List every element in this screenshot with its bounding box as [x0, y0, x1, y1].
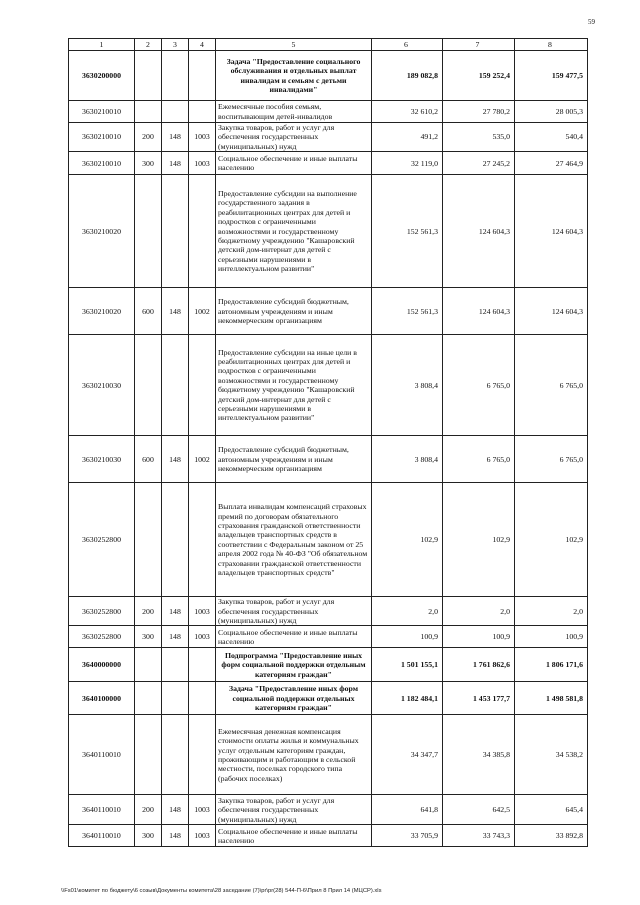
code-cell: 3630210020 — [69, 288, 135, 335]
description-cell: Задача "Предоставление иных форм социальной поддержки отдельных категориям граждан" — [216, 682, 372, 715]
value-col6-cell: 152 561,3 — [372, 288, 443, 335]
section-cell: 1003 — [189, 825, 216, 847]
description-cell: Ежемесячная денежная компенсация стоимости оплаты жилья и коммунальных услуг отдельным категориям граждан, проживающим и работающим в сельской местности, поселках городского типа (рабочих поселках) — [216, 715, 372, 795]
value-col8-cell: 33 892,8 — [515, 825, 588, 847]
type-cell: 600 — [135, 288, 162, 335]
value-col6-cell: 491,2 — [372, 123, 443, 152]
ministry-cell — [162, 335, 189, 436]
value-col6-cell: 189 082,8 — [372, 51, 443, 101]
ministry-cell: 148 — [162, 152, 189, 175]
ministry-cell — [162, 715, 189, 795]
value-col6-cell: 2,0 — [372, 597, 443, 626]
code-cell: 3630210020 — [69, 175, 135, 288]
table-row — [69, 795, 588, 825]
header-col-3: 3 — [162, 39, 189, 51]
code-cell: 3630210010 — [69, 152, 135, 175]
table-row — [69, 175, 588, 288]
ministry-cell — [162, 682, 189, 715]
type-cell: 200 — [135, 123, 162, 152]
value-col7-cell: 642,5 — [443, 795, 515, 825]
ministry-cell: 148 — [162, 795, 189, 825]
ministry-cell: 148 — [162, 123, 189, 152]
value-col6-cell: 34 347,7 — [372, 715, 443, 795]
code-cell: 3630252800 — [69, 626, 135, 648]
section-cell — [189, 715, 216, 795]
file-path-footer: \\Fs01\комитет по бюджету\6 созыв\Документы комитета\28 заседание (7)\pr\pr(28) 544-П-6\Прил 8 Прил 14 (МЦСР).xls — [61, 888, 382, 894]
section-cell: 1003 — [189, 152, 216, 175]
description-cell: Предоставление субсидии на выполнение государственного задания в реабилитационных центрах для детей и подростков с ограниченными возможностями и государственному бюджетному учреждению "Кашаровский детский дом-интернат для детей с серьезными нарушениями в интеллектуальном развитии" — [216, 175, 372, 288]
header-col-5: 5 — [216, 39, 372, 51]
value-col8-cell: 1 498 581,8 — [515, 682, 588, 715]
type-cell — [135, 51, 162, 101]
type-cell: 300 — [135, 626, 162, 648]
section-cell — [189, 483, 216, 597]
type-cell: 300 — [135, 825, 162, 847]
table-row — [69, 436, 588, 483]
section-cell — [189, 101, 216, 123]
value-col8-cell: 2,0 — [515, 597, 588, 626]
code-cell: 3630210010 — [69, 101, 135, 123]
code-cell: 3640000000 — [69, 648, 135, 682]
section-cell — [189, 648, 216, 682]
ministry-cell — [162, 101, 189, 123]
section-cell: 1003 — [189, 795, 216, 825]
value-col6-cell: 33 705,9 — [372, 825, 443, 847]
value-col8-cell: 124 604,3 — [515, 175, 588, 288]
description-cell: Выплата инвалидам компенсаций страховых премий по договорам обязательного страхования гражданской ответственности владельцев транспортных средств в соответствии с Федеральным законом от 25 апреля 2002 года № 40-ФЗ "Об обязательном страховании гражданской ответственности владельцев транспортных средств" — [216, 483, 372, 597]
section-cell — [189, 51, 216, 101]
value-col6-cell: 1 182 484,1 — [372, 682, 443, 715]
code-cell: 3640110010 — [69, 825, 135, 847]
type-cell: 300 — [135, 152, 162, 175]
table-row — [69, 101, 588, 123]
type-cell: 600 — [135, 436, 162, 483]
value-col8-cell: 645,4 — [515, 795, 588, 825]
header-col-2: 2 — [135, 39, 162, 51]
section-cell: 1003 — [189, 123, 216, 152]
type-cell — [135, 175, 162, 288]
value-col8-cell: 100,9 — [515, 626, 588, 648]
code-cell: 3630210030 — [69, 436, 135, 483]
type-cell: 200 — [135, 597, 162, 626]
value-col6-cell: 152 561,3 — [372, 175, 443, 288]
type-cell — [135, 335, 162, 436]
description-cell: Задача "Предоставление социального обслуживания и отдельных выплат инвалидам и семьям с детьми инвалидами" — [216, 51, 372, 101]
value-col7-cell: 27 780,2 — [443, 101, 515, 123]
value-col7-cell: 2,0 — [443, 597, 515, 626]
ministry-cell: 148 — [162, 597, 189, 626]
table-row — [69, 626, 588, 648]
description-cell: Социальное обеспечение и иные выплаты населению — [216, 626, 372, 648]
section-cell: 1002 — [189, 288, 216, 335]
header-col-6: 6 — [372, 39, 443, 51]
value-col6-cell: 3 808,4 — [372, 436, 443, 483]
value-col8-cell: 159 477,5 — [515, 51, 588, 101]
description-cell: Предоставление субсидий бюджетным, автономным учреждениям и иным некоммерческим организациям — [216, 436, 372, 483]
header-col-1: 1 — [69, 39, 135, 51]
value-col8-cell: 34 538,2 — [515, 715, 588, 795]
description-cell: Закупка товаров, работ и услуг для обеспечения государственных (муниципальных) нужд — [216, 795, 372, 825]
header-col-8: 8 — [515, 39, 588, 51]
value-col7-cell: 6 765,0 — [443, 335, 515, 436]
section-cell: 1003 — [189, 597, 216, 626]
ministry-cell — [162, 483, 189, 597]
table-row — [69, 825, 588, 847]
type-cell — [135, 648, 162, 682]
code-cell: 3630200000 — [69, 51, 135, 101]
table-row — [69, 51, 588, 101]
value-col8-cell: 124 604,3 — [515, 288, 588, 335]
description-cell: Ежемесячные пособия семьям, воспитывающим детей-инвалидов — [216, 101, 372, 123]
table-row — [69, 152, 588, 175]
ministry-cell: 148 — [162, 825, 189, 847]
type-cell: 200 — [135, 795, 162, 825]
section-cell: 1002 — [189, 436, 216, 483]
description-cell: Социальное обеспечение и иные выплаты населению — [216, 825, 372, 847]
type-cell — [135, 682, 162, 715]
ministry-cell: 148 — [162, 288, 189, 335]
table-row — [69, 123, 588, 152]
value-col7-cell: 159 252,4 — [443, 51, 515, 101]
value-col7-cell: 6 765,0 — [443, 436, 515, 483]
value-col7-cell: 124 604,3 — [443, 175, 515, 288]
code-cell: 3630210010 — [69, 123, 135, 152]
value-col7-cell: 535,0 — [443, 123, 515, 152]
value-col6-cell: 32 119,0 — [372, 152, 443, 175]
section-cell: 1003 — [189, 626, 216, 648]
table-row — [69, 648, 588, 682]
table-row — [69, 335, 588, 436]
value-col8-cell: 102,9 — [515, 483, 588, 597]
value-col7-cell: 1 761 862,6 — [443, 648, 515, 682]
description-cell: Закупка товаров, работ и услуг для обеспечения государственных (муниципальных) нужд — [216, 597, 372, 626]
value-col8-cell: 6 765,0 — [515, 335, 588, 436]
value-col6-cell: 100,9 — [372, 626, 443, 648]
table-row — [69, 715, 588, 795]
value-col6-cell: 3 808,4 — [372, 335, 443, 436]
table-row — [69, 288, 588, 335]
value-col8-cell: 6 765,0 — [515, 436, 588, 483]
table-row — [69, 597, 588, 626]
header-col-4: 4 — [189, 39, 216, 51]
value-col7-cell: 33 743,3 — [443, 825, 515, 847]
value-col7-cell: 124 604,3 — [443, 288, 515, 335]
value-col8-cell: 27 464,9 — [515, 152, 588, 175]
ministry-cell — [162, 175, 189, 288]
ministry-cell: 148 — [162, 626, 189, 648]
ministry-cell: 148 — [162, 436, 189, 483]
value-col6-cell: 32 610,2 — [372, 101, 443, 123]
value-col6-cell: 641,8 — [372, 795, 443, 825]
description-cell: Закупка товаров, работ и услуг для обеспечения государственных (муниципальных) нужд — [216, 123, 372, 152]
description-cell: Подпрограмма "Предоставление иных форм социальной поддержки отдельным категориям граждан" — [216, 648, 372, 682]
value-col7-cell: 102,9 — [443, 483, 515, 597]
value-col6-cell: 102,9 — [372, 483, 443, 597]
header-col-7: 7 — [443, 39, 515, 51]
table-row — [69, 483, 588, 597]
code-cell: 3630252800 — [69, 483, 135, 597]
table-body — [69, 39, 588, 847]
value-col7-cell: 1 453 177,7 — [443, 682, 515, 715]
value-col7-cell: 100,9 — [443, 626, 515, 648]
section-cell — [189, 682, 216, 715]
value-col8-cell: 540,4 — [515, 123, 588, 152]
budget-table — [68, 38, 588, 847]
ministry-cell — [162, 51, 189, 101]
value-col8-cell: 1 806 171,6 — [515, 648, 588, 682]
type-cell — [135, 101, 162, 123]
description-cell: Предоставление субсидий бюджетным, автономным учреждениям и иным некоммерческим организациям — [216, 288, 372, 335]
value-col6-cell: 1 501 155,1 — [372, 648, 443, 682]
description-cell: Социальное обеспечение и иные выплаты населению — [216, 152, 372, 175]
code-cell: 3630252800 — [69, 597, 135, 626]
code-cell: 3640110010 — [69, 795, 135, 825]
table-header-row — [69, 39, 588, 51]
code-cell: 3640110010 — [69, 715, 135, 795]
type-cell — [135, 483, 162, 597]
ministry-cell — [162, 648, 189, 682]
description-cell: Предоставление субсидии на иные цели в реабилитационных центрах для детей и подростков с ограниченными возможностями и государственному бюджетному учреждению "Кашаровский детский дом-интернат для детей с серьезными нарушениями в интеллектуальном развитии" — [216, 335, 372, 436]
page-number: 59 — [588, 18, 595, 26]
value-col7-cell: 27 245,2 — [443, 152, 515, 175]
type-cell — [135, 715, 162, 795]
value-col8-cell: 28 005,3 — [515, 101, 588, 123]
section-cell — [189, 335, 216, 436]
value-col7-cell: 34 385,8 — [443, 715, 515, 795]
code-cell: 3630210030 — [69, 335, 135, 436]
section-cell — [189, 175, 216, 288]
table-row — [69, 682, 588, 715]
code-cell: 3640100000 — [69, 682, 135, 715]
